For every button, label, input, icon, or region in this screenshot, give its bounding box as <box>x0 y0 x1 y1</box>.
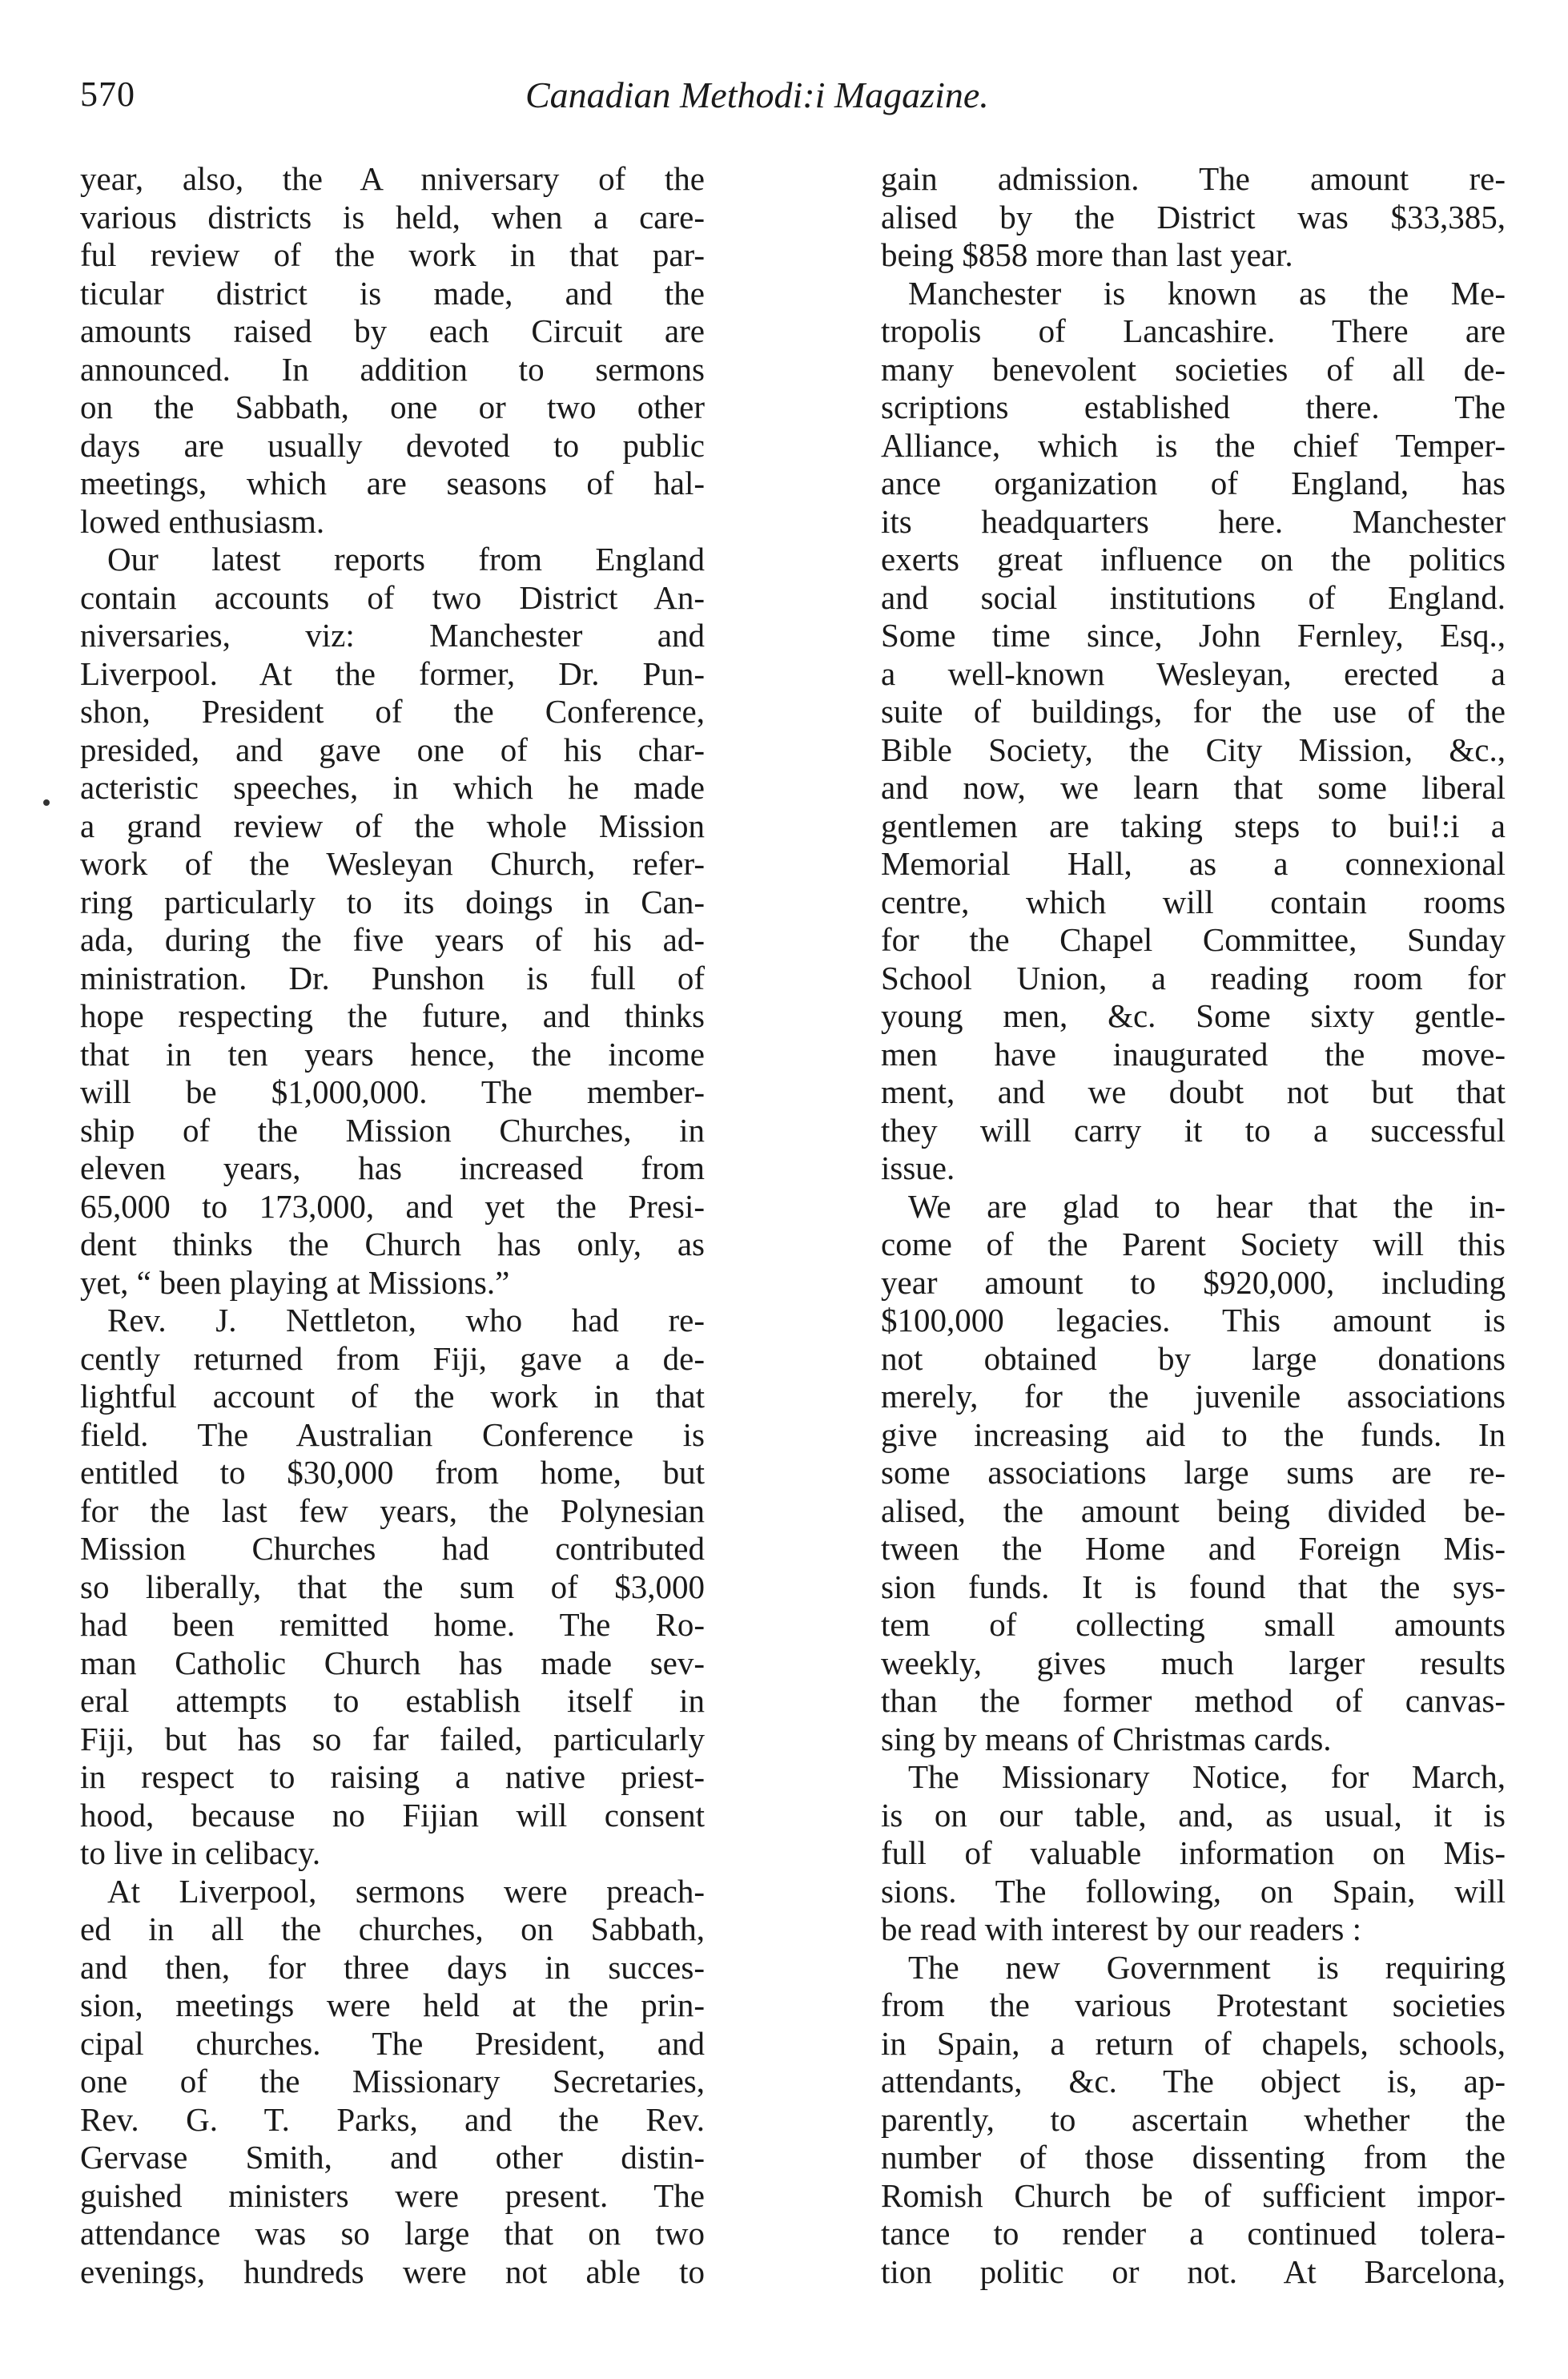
text-line: gain admission. The amount re- <box>881 160 1506 197</box>
text-line: Gervase Smith, and other distin- <box>80 2139 705 2176</box>
text-line: one of the Missionary Secretaries, <box>80 2063 705 2099</box>
text-line: sing by means of Christmas cards. <box>881 1720 1332 1757</box>
text-line: full of valuable information on Mis- <box>881 1834 1506 1871</box>
text-line: acteristic speeches, in which he made <box>80 769 705 806</box>
text-line: hope respecting the future, and thinks <box>80 997 705 1034</box>
text-line: ance organization of England, has <box>881 465 1506 501</box>
text-line: various districts is held, when a care- <box>80 198 705 235</box>
text-line: being $858 more than last year. <box>881 236 1293 273</box>
text-line: is on our table, and, as usual, it is <box>881 1796 1506 1834</box>
text-line: weekly, gives much larger results <box>881 1644 1506 1681</box>
text-line: Mission Churches had contributed <box>80 1530 705 1567</box>
text-line: cipal churches. The President, and <box>80 2024 705 2062</box>
text-line: tance to render a continued tolera- <box>881 2215 1506 2252</box>
text-line: Our latest reports from England <box>107 541 705 578</box>
stray-ink-mark <box>43 799 50 806</box>
text-line: ment, and we doubt not but that <box>881 1073 1506 1110</box>
text-line: had been remitted home. The Ro- <box>80 1606 705 1643</box>
text-line: merely, for the juvenile associations <box>881 1378 1506 1415</box>
text-line: centre, which will contain rooms <box>881 883 1506 920</box>
text-line: parently, to ascertain whether the <box>881 2100 1506 2138</box>
text-line: exerts great influence on the politics <box>881 541 1506 578</box>
text-line: sion funds. It is found that the sys- <box>881 1568 1506 1605</box>
text-line: and now, we learn that some liberal <box>881 769 1506 806</box>
text-line: for the Chapel Committee, Sunday <box>881 921 1506 958</box>
text-line: $100,000 legacies. This amount is <box>881 1302 1506 1338</box>
text-line: announced. In addition to sermons <box>80 350 705 388</box>
text-line: days are usually devoted to public <box>80 426 705 464</box>
text-line: sion, meetings were held at the prin- <box>80 1987 705 2023</box>
text-line: eral attempts to establish itself in <box>80 1682 705 1719</box>
text-line: a well-known Wesleyan, erected a <box>881 654 1506 692</box>
text-line: year, also, the A nniversary of the <box>80 160 705 197</box>
text-line: lightful account of the work in that <box>80 1378 705 1415</box>
text-line: guished ministers were present. The <box>80 2176 705 2214</box>
text-line: Liverpool. At the former, Dr. Pun- <box>80 654 705 692</box>
left-column <box>80 160 705 2291</box>
text-line: issue. <box>881 1149 955 1186</box>
running-title: Canadian Methodi:i Magazine. <box>525 74 989 115</box>
text-line: suite of buildings, for the use of the <box>881 693 1506 730</box>
text-line: gentlemen are taking steps to bui!:i a <box>881 807 1506 844</box>
text-line: not obtained by large donations <box>881 1339 1506 1377</box>
text-line: ed in all the churches, on Sabbath, <box>80 1910 705 1947</box>
text-line: so liberally, that the sum of $3,000 <box>80 1568 705 1605</box>
text-line: attendants, &c. The object is, ap- <box>881 2063 1506 2099</box>
text-line: Rev. G. T. Parks, and the Rev. <box>80 2100 705 2138</box>
text-line: The Missionary Notice, for March, <box>908 1758 1506 1795</box>
text-line: attendance was so large that on two <box>80 2215 705 2252</box>
text-line: tween the Home and Foreign Mis- <box>881 1530 1506 1567</box>
running-header <box>80 74 1504 130</box>
text-line: niversaries, viz: Manchester and <box>80 617 705 654</box>
text-line: alised, the amount being divided be- <box>881 1491 1506 1529</box>
text-line: hood, because no Fijian will consent <box>80 1796 705 1834</box>
text-line: scriptions established there. The <box>881 388 1506 425</box>
text-line: We are glad to hear that the in- <box>908 1187 1506 1225</box>
text-line: on the Sabbath, one or two other <box>80 388 705 425</box>
text-line: that in ten years hence, the income <box>80 1035 705 1073</box>
text-line: ticular district is made, and the <box>80 274 705 312</box>
text-line: alised by the District was $33,385, <box>881 198 1506 235</box>
text-line: year amount to $920,000, including <box>881 1263 1506 1301</box>
text-line: than the former method of canvas- <box>881 1682 1506 1719</box>
text-line: lowed enthusiasm. <box>80 502 325 540</box>
text-line: come of the Parent Society will this <box>881 1226 1506 1262</box>
right-column <box>881 160 1506 2291</box>
text-line: number of those dissenting from the <box>881 2139 1506 2176</box>
text-line: will be $1,000,000. The member- <box>80 1073 705 1110</box>
text-line: Rev. J. Nettleton, who had re- <box>107 1302 705 1338</box>
text-line: eleven years, has increased from <box>80 1149 705 1186</box>
text-line: ful review of the work in that par- <box>80 236 705 273</box>
text-line: ring particularly to its doings in Can- <box>80 883 705 920</box>
text-line: ada, during the five years of his ad- <box>80 921 705 958</box>
text-line: young men, &c. Some sixty gentle- <box>881 997 1506 1034</box>
text-line: The new Government is requiring <box>908 1948 1506 1986</box>
text-line: and then, for three days in succes- <box>80 1948 705 1986</box>
text-line: work of the Wesleyan Church, refer- <box>80 845 705 882</box>
text-line: its headquarters here. Manchester <box>881 502 1506 540</box>
text-line: Bible Society, the City Mission, &c., <box>881 731 1506 768</box>
text-line: ministration. Dr. Punshon is full of <box>80 959 705 996</box>
text-line: from the various Protestant societies <box>881 1987 1506 2023</box>
text-line: a grand review of the whole Mission <box>80 807 705 844</box>
text-line: field. The Australian Conference is <box>80 1415 705 1453</box>
text-line: man Catholic Church has made sev- <box>80 1644 705 1681</box>
text-line: evenings, hundreds were not able to <box>80 2252 705 2290</box>
text-line: to live in celibacy. <box>80 1834 321 1871</box>
text-line: sions. The following, on Spain, will <box>881 1872 1506 1910</box>
text-line: 65,000 to 173,000, and yet the Presi- <box>80 1187 705 1225</box>
text-line: tem of collecting small amounts <box>881 1606 1506 1643</box>
text-line: for the last few years, the Polynesian <box>80 1491 705 1529</box>
text-line: School Union, a reading room for <box>881 959 1506 996</box>
text-line: tropolis of Lancashire. There are <box>881 312 1506 349</box>
text-line: meetings, which are seasons of hal- <box>80 465 705 501</box>
text-line: presided, and gave one of his char- <box>80 731 705 768</box>
text-line: shon, President of the Conference, <box>80 693 705 730</box>
text-line: in Spain, a return of chapels, schools, <box>881 2024 1506 2062</box>
text-line: some associations large sums are re- <box>881 1454 1506 1491</box>
text-line: they will carry it to a successful <box>881 1111 1506 1149</box>
text-line: many benevolent societies of all de- <box>881 350 1506 388</box>
text-line: contain accounts of two District An- <box>80 578 705 616</box>
text-line: Manchester is known as the Me- <box>908 274 1506 312</box>
text-line: Memorial Hall, as a connexional <box>881 845 1506 882</box>
text-line: Romish Church be of sufficient impor- <box>881 2176 1506 2214</box>
text-line: Fiji, but has so far failed, particularly <box>80 1720 705 1757</box>
text-line: in respect to raising a native priest- <box>80 1758 705 1795</box>
text-line: entitled to $30,000 from home, but <box>80 1454 705 1491</box>
text-line: At Liverpool, sermons were preach- <box>107 1872 705 1910</box>
text-line: men have inaugurated the move- <box>881 1035 1506 1073</box>
text-line: tion politic or not. At Barcelona, <box>881 2252 1506 2290</box>
text-line: dent thinks the Church has only, as <box>80 1226 705 1262</box>
text-line: cently returned from Fiji, gave a de- <box>80 1339 705 1377</box>
text-line: give increasing aid to the funds. In <box>881 1415 1506 1453</box>
text-line: Some time since, John Fernley, Esq., <box>881 617 1506 654</box>
text-line: and social institutions of England. <box>881 578 1506 616</box>
text-line: yet, “ been playing at Missions.” <box>80 1263 510 1301</box>
text-line: be read with interest by our readers : <box>881 1910 1361 1947</box>
text-line: amounts raised by each Circuit are <box>80 312 705 349</box>
text-line: Alliance, which is the chief Temper- <box>881 426 1506 464</box>
page-number: 570 <box>80 74 135 114</box>
text-line: ship of the Mission Churches, in <box>80 1111 705 1149</box>
